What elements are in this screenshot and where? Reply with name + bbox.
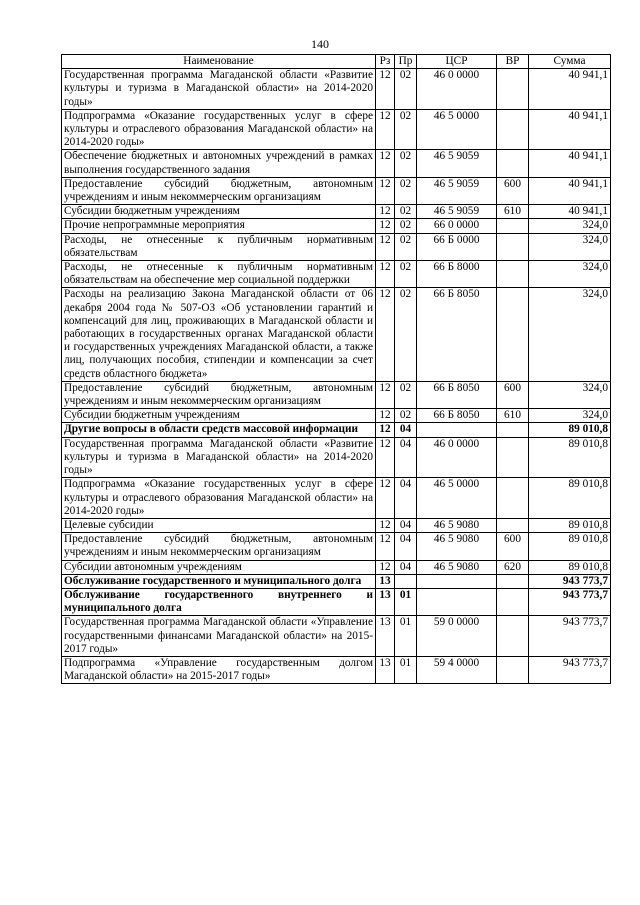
cell-rz: 12: [376, 150, 395, 177]
cell-vr: 600: [497, 533, 529, 560]
cell-pr: 02: [395, 205, 417, 219]
table-row: [62, 518, 611, 532]
cell-vr: [497, 423, 529, 437]
cell-csr: [417, 574, 497, 588]
cell-pr: 04: [395, 560, 417, 574]
cell-rz: 12: [376, 437, 395, 478]
cell-name: Подпрограмма «Оказание государственных услуг в сфере культуры и отраслевого образования Магаданской области» на 2014-2020 годы»: [62, 478, 376, 519]
cell-csr: 59 4 0000: [417, 656, 497, 683]
cell-name: Государственная программа Магаданской области «Управление государственными финансами Магаданской области» на 2015-2017 годы»: [62, 616, 376, 657]
cell-name: Субсидии бюджетным учреждениям: [62, 205, 376, 219]
table-row: [62, 205, 611, 219]
cell-pr: 04: [395, 518, 417, 532]
table-row: [62, 533, 611, 560]
cell-name: Прочие непрограммные мероприятия: [62, 219, 376, 233]
cell-sum: 324,0: [529, 233, 611, 260]
cell-vr: [497, 69, 529, 110]
cell-vr: 620: [497, 560, 529, 574]
cell-pr: 02: [395, 177, 417, 204]
cell-vr: [497, 656, 529, 683]
cell-vr: [497, 261, 529, 288]
cell-name: Подпрограмма «Управление государственным долгом Магаданской области» на 2015-2017 годы»: [62, 656, 376, 683]
cell-sum: 40 941,1: [529, 69, 611, 110]
cell-csr: 46 5 0000: [417, 478, 497, 519]
cell-name: Обслуживание государственного и муниципального долга: [62, 574, 376, 588]
cell-rz: 12: [376, 478, 395, 519]
cell-sum: 943 773,7: [529, 574, 611, 588]
cell-pr: 01: [395, 656, 417, 683]
cell-sum: 40 941,1: [529, 205, 611, 219]
cell-rz: 12: [376, 261, 395, 288]
table-row: [62, 656, 611, 683]
cell-csr: 59 0 0000: [417, 616, 497, 657]
table-row: [62, 288, 611, 381]
cell-name: Государственная программа Магаданской области «Развитие культуры и туризма в Магаданской области» на 2014-2020 годы»: [62, 69, 376, 110]
cell-csr: 46 5 9080: [417, 518, 497, 532]
cell-rz: 12: [376, 560, 395, 574]
cell-name: Субсидии автономным учреждениям: [62, 560, 376, 574]
cell-pr: 01: [395, 616, 417, 657]
table-row: [62, 478, 611, 519]
cell-csr: 66 Б 8050: [417, 381, 497, 408]
cell-pr: 02: [395, 219, 417, 233]
cell-rz: 12: [376, 533, 395, 560]
cell-rz: 13: [376, 588, 395, 615]
cell-vr: [497, 219, 529, 233]
cell-pr: 02: [395, 150, 417, 177]
cell-name: Государственная программа Магаданской области «Развитие культуры и туризма в Магаданской области» на 2014-2020 годы»: [62, 437, 376, 478]
cell-name: Предоставление субсидий бюджетным, автономным учреждениям и иным некоммерческим организациям: [62, 533, 376, 560]
cell-sum: 943 773,7: [529, 656, 611, 683]
cell-pr: 04: [395, 423, 417, 437]
cell-rz: 13: [376, 656, 395, 683]
cell-rz: 13: [376, 616, 395, 657]
cell-name: Обслуживание государственного внутреннего и муниципального долга: [62, 588, 376, 615]
cell-csr: 66 0 0000: [417, 219, 497, 233]
cell-csr: 66 Б 8000: [417, 261, 497, 288]
table-row: [62, 437, 611, 478]
cell-pr: 02: [395, 409, 417, 423]
header-sum: Сумма: [529, 55, 611, 69]
cell-sum: 943 773,7: [529, 588, 611, 615]
cell-rz: 12: [376, 409, 395, 423]
cell-sum: 324,0: [529, 219, 611, 233]
cell-name: Подпрограмма «Оказание государственных услуг в сфере культуры и отраслевого образования Магаданской области» на 2014-2020 годы»: [62, 109, 376, 150]
cell-sum: 89 010,8: [529, 423, 611, 437]
cell-name: Расходы, не отнесенные к публичным нормативным обязательствам на обеспечение мер социальной поддержки: [62, 261, 376, 288]
cell-vr: [497, 478, 529, 519]
table-row: [62, 588, 611, 615]
cell-csr: 46 0 0000: [417, 437, 497, 478]
cell-csr: 46 5 9059: [417, 150, 497, 177]
table-row: [62, 409, 611, 423]
cell-csr: 66 Б 8050: [417, 409, 497, 423]
cell-vr: [497, 437, 529, 478]
cell-pr: 02: [395, 261, 417, 288]
cell-sum: 324,0: [529, 261, 611, 288]
cell-rz: 12: [376, 381, 395, 408]
cell-name: Расходы на реализацию Закона Магаданской области от 06 декабря 2004 года № 507-ОЗ «Об установлении гарантий и компенсаций для лиц, проживающих в Магаданской области и работающих в государственных органах Магаданской области и государственных учреждениях Магаданской области, а также лиц, получающих пособия, стипендии и компенсации за счет средств областного бюджета»: [62, 288, 376, 381]
cell-csr: 66 Б 0000: [417, 233, 497, 260]
cell-pr: 04: [395, 478, 417, 519]
table-row: [62, 574, 611, 588]
cell-csr: [417, 588, 497, 615]
cell-csr: 66 Б 8050: [417, 288, 497, 381]
cell-csr: 46 5 9059: [417, 205, 497, 219]
cell-rz: 12: [376, 69, 395, 110]
header-csr: ЦСР: [417, 55, 497, 69]
cell-rz: 12: [376, 177, 395, 204]
cell-rz: 12: [376, 109, 395, 150]
cell-sum: 89 010,8: [529, 533, 611, 560]
cell-sum: 89 010,8: [529, 478, 611, 519]
cell-rz: 12: [376, 233, 395, 260]
table-row: [62, 261, 611, 288]
cell-rz: 12: [376, 518, 395, 532]
cell-vr: [497, 109, 529, 150]
table-row: [62, 560, 611, 574]
cell-pr: 04: [395, 533, 417, 560]
table-row: [62, 219, 611, 233]
page-number: 140: [311, 37, 329, 51]
cell-csr: 46 5 0000: [417, 109, 497, 150]
cell-name: Субсидии бюджетным учреждениям: [62, 409, 376, 423]
cell-name: Предоставление субсидий бюджетным, автономным учреждениям и иным некоммерческим организациям: [62, 177, 376, 204]
cell-sum: 40 941,1: [529, 109, 611, 150]
budget-table: [61, 54, 611, 684]
cell-vr: [497, 588, 529, 615]
cell-rz: 12: [376, 423, 395, 437]
cell-pr: [395, 574, 417, 588]
cell-rz: 12: [376, 205, 395, 219]
cell-sum: 324,0: [529, 288, 611, 381]
cell-pr: 04: [395, 437, 417, 478]
cell-name: Предоставление субсидий бюджетным, автономным учреждениям и иным некоммерческим организациям: [62, 381, 376, 408]
header-vr: ВР: [497, 55, 529, 69]
table-body: [62, 69, 611, 684]
cell-vr: [497, 150, 529, 177]
cell-vr: 610: [497, 205, 529, 219]
table-row: [62, 177, 611, 204]
cell-vr: [497, 574, 529, 588]
cell-sum: 89 010,8: [529, 437, 611, 478]
cell-pr: 02: [395, 233, 417, 260]
header-pr: Пр: [395, 55, 417, 69]
cell-vr: 610: [497, 409, 529, 423]
cell-csr: [417, 423, 497, 437]
cell-pr: 02: [395, 381, 417, 408]
table-row: [62, 381, 611, 408]
cell-name: Обеспечение бюджетных и автономных учреждений в рамках выполнения государственного задания: [62, 150, 376, 177]
cell-csr: 46 5 9059: [417, 177, 497, 204]
cell-sum: 40 941,1: [529, 177, 611, 204]
table-row: [62, 150, 611, 177]
cell-pr: 02: [395, 288, 417, 381]
cell-name: Целевые субсидии: [62, 518, 376, 532]
table-row: [62, 69, 611, 110]
cell-pr: 01: [395, 588, 417, 615]
table-row: [62, 616, 611, 657]
cell-vr: [497, 518, 529, 532]
header-name: Наименование: [62, 55, 376, 69]
cell-rz: 12: [376, 288, 395, 381]
cell-pr: 02: [395, 69, 417, 110]
cell-rz: 12: [376, 219, 395, 233]
cell-csr: 46 0 0000: [417, 69, 497, 110]
cell-pr: 02: [395, 109, 417, 150]
cell-csr: 46 5 9080: [417, 533, 497, 560]
header-rz: Рз: [376, 55, 395, 69]
table-row: [62, 109, 611, 150]
cell-name: Расходы, не отнесенные к публичным нормативным обязательствам: [62, 233, 376, 260]
cell-vr: [497, 616, 529, 657]
cell-sum: 943 773,7: [529, 616, 611, 657]
cell-vr: 600: [497, 381, 529, 408]
cell-vr: [497, 288, 529, 381]
cell-name: Другие вопросы в области средств массовой информации: [62, 423, 376, 437]
cell-csr: 46 5 9080: [417, 560, 497, 574]
cell-sum: 40 941,1: [529, 150, 611, 177]
table-row: [62, 233, 611, 260]
cell-sum: 324,0: [529, 381, 611, 408]
cell-sum: 324,0: [529, 409, 611, 423]
cell-vr: 600: [497, 177, 529, 204]
cell-sum: 89 010,8: [529, 560, 611, 574]
table-row: [62, 423, 611, 437]
table-header-row: [62, 55, 611, 69]
cell-rz: 13: [376, 574, 395, 588]
cell-vr: [497, 233, 529, 260]
cell-sum: 89 010,8: [529, 518, 611, 532]
